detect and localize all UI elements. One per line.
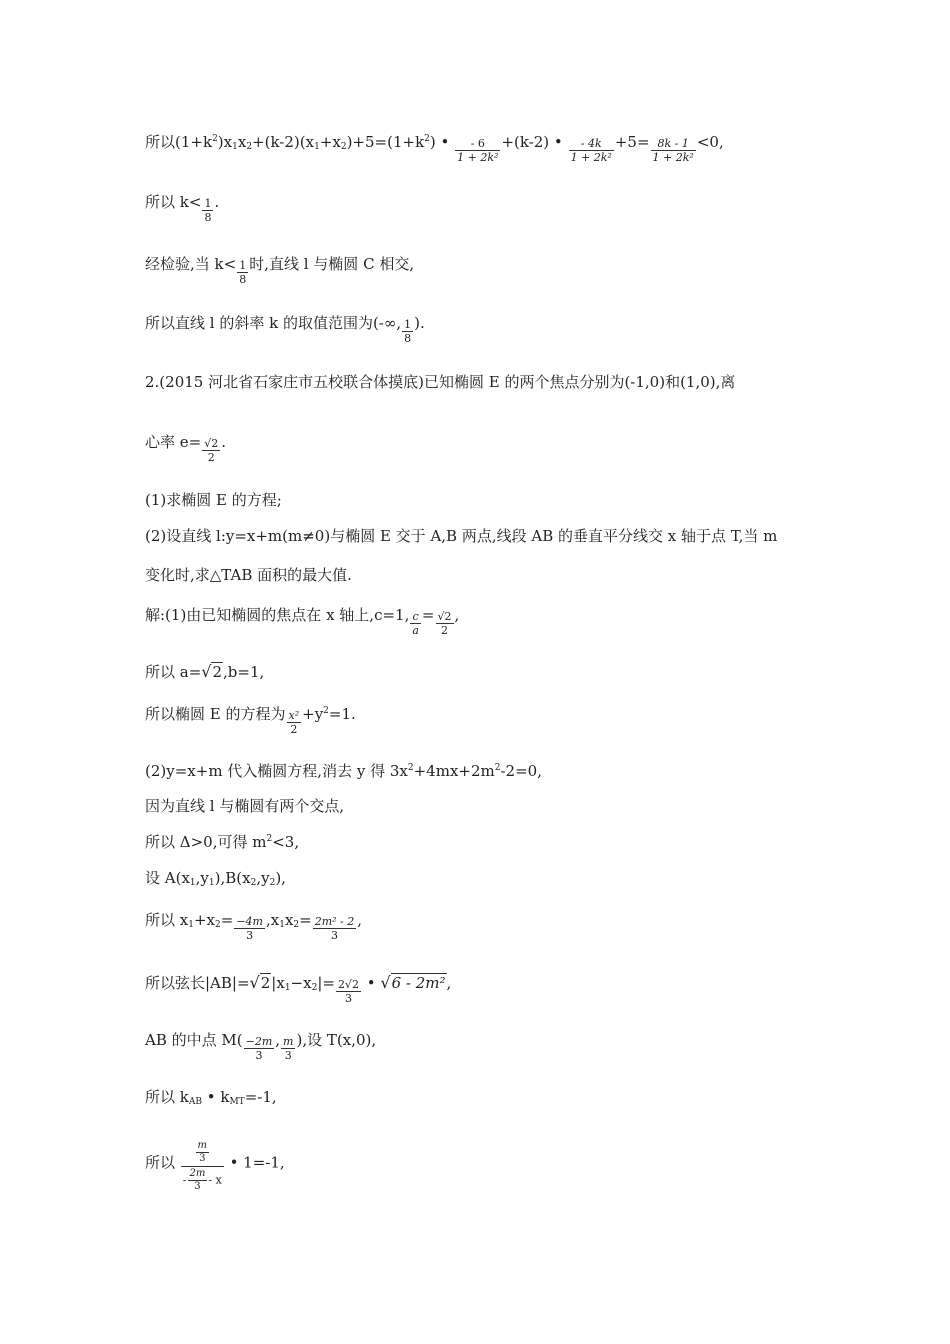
line-slope-range: 所以直线 l 的斜率 k 的取值范围为(-∞, $\frac{1}{8}$ ). — [145, 314, 425, 345]
line-chord-length: 所以弦长$|AB|=√2|x_1-x_2|=$ $\frac{2√2}{3}$ • √6 - 2m², — [145, 973, 452, 1005]
line-verification: 经检验,当 k< $\frac{1}{8}$ 时,直线 l 与椭圆 C 相交, — [145, 255, 415, 286]
fraction: $\frac{-2m}{3}$ — [245, 1035, 273, 1062]
fraction: $\frac{2√2}{3}$ — [337, 978, 359, 1005]
fraction: $\frac{- 6}{\text{1 + 2k²}}$ — [457, 137, 499, 164]
fraction: $\frac{\text{x²}}{2}$ — [288, 709, 300, 736]
line-vieta: 所以 $x_1+x_2=$ $\frac{-4m}{3}$ $,x_1x_2=$ $\frac{\text{2m² - 2}}{3}$ , — [145, 911, 363, 942]
fraction: $\frac{√2}{2}$ — [204, 437, 219, 464]
line-k-bound: 所以 k< $\frac{1}{8}$ . — [145, 193, 220, 224]
line-eccentricity: 心率 e= $\frac{√2}{2}$ . — [145, 433, 227, 464]
line-ellipse-equation: 所以椭圆 E 的方程为 $\frac{\text{x²}}{2}$ $+y^2=1$. — [145, 705, 356, 736]
line-discriminant: 所以 Δ>0,可得 $m^2<3$, — [145, 833, 300, 851]
fraction: $\frac{-4m}{3}$ — [236, 915, 263, 942]
fraction: $\frac{2m}{3}$ — [189, 1168, 206, 1192]
solution-1-start: 解:(1)由已知椭圆的焦点在 x 轴上,c=1, $\frac{c}{a}$ = $\frac{√2}{2}$ , — [145, 606, 460, 637]
sqrt: √6 - 2m² — [380, 973, 446, 992]
fraction: $\frac{√2}{2}$ — [437, 610, 452, 637]
line-a-value: 所以 a=√2,b=1, — [145, 662, 265, 681]
fraction: $\frac{c}{a}$ — [412, 610, 419, 637]
line-complex-fraction: 所以 $\frac{m}{3}$ - $\frac{2m}{3}$ - x • 1=-1, — [145, 1140, 285, 1192]
fraction: $\frac{1}{8}$ — [204, 197, 212, 224]
fraction: $\frac{m}{3}$ — [197, 1140, 208, 1164]
line-product-expression: 所以$(1+k^2)x_1x_2+(k-2)(x_1+x_2)+5=(1+k^2)$ • $\frac{- 6}{\text{1 + 2k²}}$ +(k-2) • $\frac{- 4k}{\text{1 + 2k²}}$ +5= $\frac{8k - 1}{\text{1 + 2k²}}$ <0, — [145, 133, 724, 164]
line-substitution: (2)y=x+m 代入椭圆方程,消去 y 得 $3x^2+4mx+2m^2-2=0$, — [145, 762, 542, 780]
fraction: $\frac{8k - 1}{\text{1 + 2k²}}$ — [652, 137, 694, 164]
complex-fraction: $\frac{m}{3}$ - $\frac{2m}{3}$ - x — [182, 1140, 222, 1192]
question-2: (2)设直线 l:y=x+m(m≠0)与椭圆 E 交于 A,B 两点,线段 AB 的垂直平分线交 x 轴于点 T,当 m — [145, 527, 778, 545]
line-points-ab: 设 $A(x_1,y_1),B(x_2,y_2)$, — [145, 869, 286, 888]
sqrt: √2 — [201, 662, 223, 681]
fraction: $\frac{\text{2m² - 2}}{3}$ — [314, 915, 355, 942]
line-two-intersections: 因为直线 l 与椭圆有两个交点, — [145, 797, 345, 815]
fraction: $\frac{- 4k}{\text{1 + 2k²}}$ — [570, 137, 612, 164]
line-midpoint: AB 的中点 M( $\frac{-2m}{3}$ , $\frac{m}{3}$ ),设 T(x,0), — [145, 1031, 377, 1062]
line-slope-product: 所以 $k_{AB}$ • $k_{MT}=-1$, — [145, 1088, 277, 1107]
problem-2-statement: 2.(2015 河北省石家庄市五校联合体摸底)已知椭圆 E 的两个焦点分别为(-1,0)和(1,0),离 — [145, 373, 736, 391]
fraction: $\frac{m}{3}$ — [283, 1035, 294, 1062]
sqrt: √2 — [249, 973, 271, 992]
fraction: $\frac{1}{8}$ — [239, 259, 247, 286]
fraction: $\frac{1}{8}$ — [404, 318, 412, 345]
question-1: (1)求椭圆 E 的方程; — [145, 491, 282, 509]
question-2-cont: 变化时,求△TAB 面积的最大值. — [145, 566, 352, 584]
